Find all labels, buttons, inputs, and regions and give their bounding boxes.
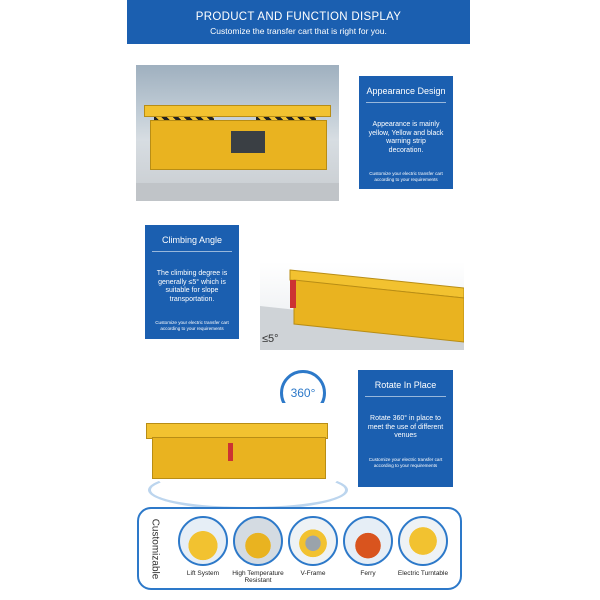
electric-turntable-image	[398, 516, 448, 566]
card-title: Rotate In Place	[374, 380, 437, 390]
customizable-label	[145, 513, 165, 585]
v-frame-image	[288, 516, 338, 566]
warning-light	[228, 443, 233, 461]
slope-illustration	[260, 262, 464, 350]
appearance-design-card	[359, 76, 453, 189]
option-label-high-temperature: High Temperature Resistant	[232, 570, 284, 584]
lift-system-image	[178, 516, 228, 566]
card-note: Customize your electric transfer cart according to your requirements	[369, 171, 443, 182]
card-body: The climbing degree is generally ≤5° which is suitable for slope transportation.	[156, 270, 228, 303]
option-label-electric-turntable: Electric Turntable	[397, 570, 449, 577]
option-label-lift-system: Lift System	[186, 570, 220, 577]
card-divider	[366, 102, 446, 103]
page-header	[127, 0, 470, 44]
appearance-photo	[136, 65, 339, 201]
rotation-arrow	[148, 470, 348, 510]
card-divider	[152, 251, 232, 252]
cart-deck	[144, 105, 331, 117]
cart-control-panel	[231, 131, 265, 153]
card-note: Customize your electric transfer cart according to your requirements	[368, 456, 443, 468]
ferry-image	[343, 516, 393, 566]
card-title: Appearance Design	[366, 86, 446, 96]
floor	[136, 183, 339, 201]
option-label-ferry: Ferry	[360, 570, 376, 577]
high-temperature-image	[233, 516, 283, 566]
rotate-360-icon: 360°	[280, 370, 326, 416]
card-note: Customize your electric transfer cart according to your requirements	[155, 320, 229, 331]
card-body: Rotate 360° in place to meet the use of different venues	[367, 415, 444, 439]
card-title: Climbing Angle	[161, 235, 223, 245]
climb-angle-badge: ≤5°	[262, 333, 279, 345]
card-body: Appearance is mainly yellow, Yellow and black warning strip decoration.	[368, 121, 444, 154]
customizable-text: Customizable	[149, 518, 161, 580]
option-label-v-frame: V-Frame	[300, 570, 326, 577]
card-divider	[365, 396, 446, 397]
header-subtitle: Customize the transfer cart that is right for you.	[210, 26, 387, 36]
warning-light	[290, 280, 296, 308]
climbing-angle-card	[145, 225, 239, 339]
rotate-in-place-card	[358, 370, 453, 487]
climbing-photo	[260, 262, 464, 350]
header-title: PRODUCT AND FUNCTION DISPLAY	[195, 11, 402, 23]
